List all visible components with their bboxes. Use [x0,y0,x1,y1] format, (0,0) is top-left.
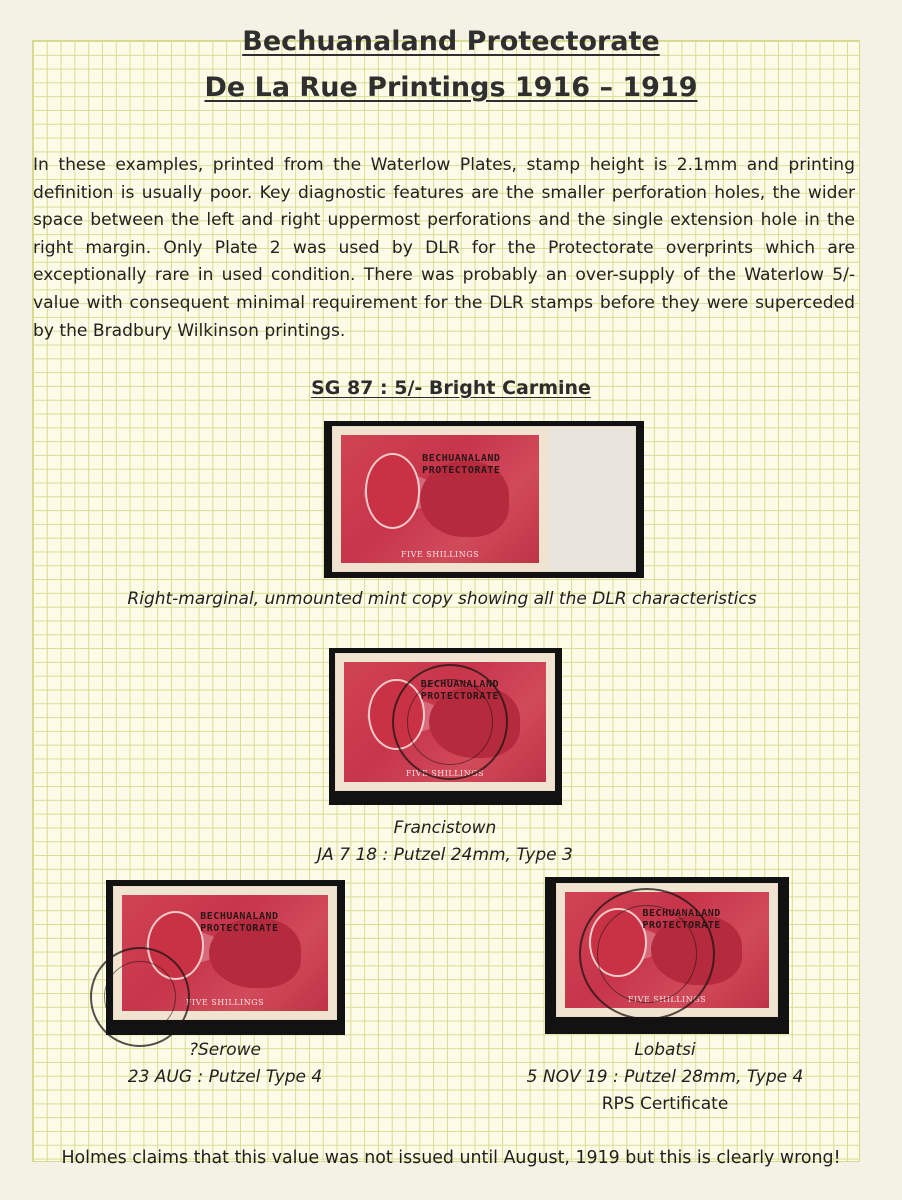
postmark-cancel [392,664,508,780]
overprint-line-2: PROTECTORATE [422,464,501,476]
overprint-line-1: BECHUANALAND [422,452,501,464]
stamp-3-caption-line-2: 23 AUG : Putzel Type 4 [127,1067,323,1087]
overprint-line-2: PROTECTORATE [420,690,499,702]
stamp-2-caption-line-1: Francistown [393,818,497,838]
stamp-2-caption [245,815,645,869]
intro-paragraph: In these examples, printed from the Waterlow Plates, stamp height is 2.1mm and printing definition is usually poor. Key diagnostic features are the smaller perforation holes, the wider space between the left and right uppermost perforations and the single extension hole in the right margin. Only Plate 2 was used by DLR for the Protectorate overprints which are exceptionally rare in used condition. There was probably an over-supply of the Waterlow 5/- value with consequent minimal requirement for the DLR stamps before they were superceded by the Bradbury Wilkinson printings. [33,155,855,341]
stamp-1-design [341,435,539,563]
stamp-3-value-label: FIVE SHILLINGS [185,998,265,1007]
stamp-3-overprint [200,911,278,935]
stamp-3 [114,887,336,1019]
stamp-3-caption [40,1037,410,1091]
stamp-4-caption-line-2: 5 NOV 19 : Putzel 28mm, Type 4 [526,1067,804,1087]
stamp-4-caption-line-1: Lobatsi [634,1040,696,1060]
stamp-1-overprint [422,453,500,477]
stamp-4-caption-line-3: RPS Certificate [601,1094,729,1114]
overprint-line-2: PROTECTORATE [200,923,279,935]
stamp-3-caption-line-1: ?Serowe [188,1040,262,1060]
postmark-cancel [579,888,715,1020]
stamp-mount-2 [329,648,562,805]
postmark-cancel [90,947,190,1047]
stamp-4-caption [460,1037,870,1118]
stamp-1-caption [0,586,884,613]
stamp-1 [333,427,635,571]
stamp-mount-3 [106,880,345,1035]
overprint-line-1: BECHUANALAND [200,911,279,923]
stamp-2 [336,654,554,790]
sheet-margin [549,427,635,571]
sg-heading: SG 87 : 5/- Bright Carmine [311,377,591,399]
page-title-line-2: De La Rue Printings 1916 – 1919 [204,72,698,103]
king-portrait [365,453,420,529]
stamp-4 [557,884,777,1016]
overprint-line-2: PROTECTORATE [642,920,721,932]
stamp-2-value-label: FIVE SHILLINGS [405,769,485,778]
stamp-mount-4 [545,877,789,1034]
stamp-mount-1 [324,421,644,578]
page-title-line-1: Bechuanaland Protectorate [242,26,660,57]
stamp-1-value-label: FIVE SHILLINGS [400,550,480,559]
stamp-2-caption-line-2: JA 7 18 : Putzel 24mm, Type 3 [317,845,573,865]
stamp-4-value-label: FIVE SHILLINGS [627,995,707,1004]
overprint-line-1: BECHUANALAND [420,678,499,690]
footer-note: Holmes claims that this value was not issued until August, 1919 but this is clearly wrong! [61,1148,841,1168]
stamp-1-caption-line-1: Right-marginal, unmounted mint copy showing all the DLR characteristics [127,589,757,609]
overprint-line-1: BECHUANALAND [642,908,721,920]
